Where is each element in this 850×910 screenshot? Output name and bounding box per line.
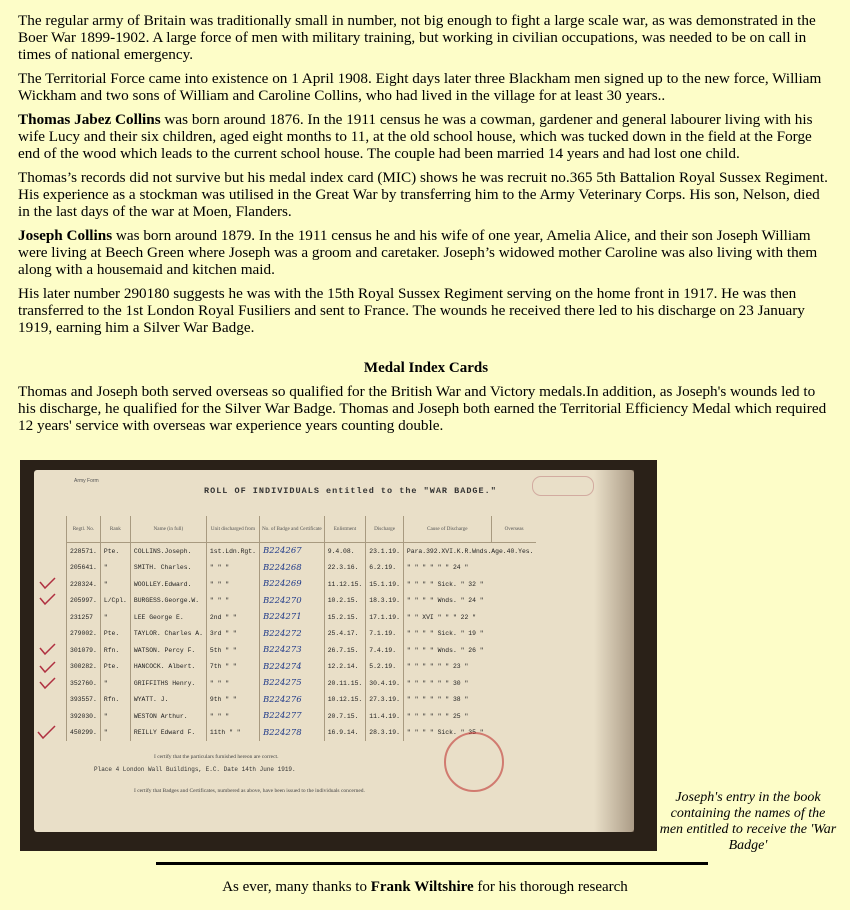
roll-cell: WYATT. J. xyxy=(130,692,206,709)
roll-cell: B224268 xyxy=(259,560,324,577)
roll-cell: 30.4.19. xyxy=(366,675,404,692)
roll-cell: 11.4.19. xyxy=(366,708,404,725)
roll-cell: 28.3.19. xyxy=(366,725,404,742)
roll-cell: COLLINS.Joseph. xyxy=(130,543,206,560)
page-binding-shadow xyxy=(594,470,634,832)
article-body xyxy=(18,12,834,441)
roll-cell: Para.392.XVI.K.R.Wnds.Age.40.Yes. xyxy=(403,543,536,560)
roll-cell: 22.3.16. xyxy=(324,560,366,577)
roll-cell: " " " xyxy=(206,708,259,725)
thanks-before: As ever, many thanks to xyxy=(222,879,371,895)
section-heading: Medal Index Cards xyxy=(363,360,489,376)
researcher-name: Frank Wiltshire xyxy=(370,879,474,895)
roll-cell: Pte. xyxy=(100,659,130,676)
roll-body xyxy=(67,543,537,742)
roll-cell: Rfn. xyxy=(100,642,130,659)
roll-cell: 9th " " xyxy=(206,692,259,709)
roll-title: ROLL OF INDIVIDUALS entitled to the "WAR BADGE." xyxy=(204,486,497,496)
paragraph-thomas-records: Thomas’s records did not survive but his medal index card (MIC) shows he was recruit no.365 5th Battalion Royal Sussex Regiment. His experience as a stockman was utilised in the Great War by transferring him to the Army Veterinary Corps. His son, Nelson, died in the last days of the war at Moen, Flanders. xyxy=(18,169,828,220)
roll-cell: HANCOCK. Albert. xyxy=(130,659,206,676)
roll-cell: 18.3.19. xyxy=(366,593,404,610)
roll-cell: 27.3.19. xyxy=(366,692,404,709)
roll-row xyxy=(67,642,537,659)
thanks-after: for his thorough research xyxy=(473,879,628,895)
roll-row xyxy=(67,609,537,626)
roll-cell: " " " " " " 30 " xyxy=(403,675,536,692)
certify-issued-text: I certify that Badges and Certificates, numbered as above, have been issued to the individuals concerned. xyxy=(134,788,365,794)
roll-row xyxy=(67,626,537,643)
roll-row xyxy=(67,708,537,725)
horizontal-rule xyxy=(156,862,708,865)
roll-table xyxy=(66,516,536,741)
roll-header-cell: Unit discharged from xyxy=(206,516,259,543)
roll-cell: 228571. xyxy=(67,543,101,560)
roll-cell: 9.4.08. xyxy=(324,543,366,560)
roll-cell: " " " " Sick. " 35 " xyxy=(403,725,536,742)
roll-cell: B224277 xyxy=(259,708,324,725)
roll-cell: 25.4.17. xyxy=(324,626,366,643)
roll-cell: " xyxy=(100,576,130,593)
roll-row xyxy=(67,560,537,577)
roll-cell: 7.1.19. xyxy=(366,626,404,643)
roll-cell: 205997. xyxy=(67,593,101,610)
roll-cell: 2nd " " xyxy=(206,609,259,626)
certify-text: I certify that the particulars furnished hereon are correct. xyxy=(154,754,279,760)
roll-header-row xyxy=(67,516,537,543)
roll-cell: " xyxy=(100,708,130,725)
roll-cell: 11th " " xyxy=(206,725,259,742)
roll-cell: 5th " " xyxy=(206,642,259,659)
tick-marks xyxy=(34,470,74,770)
roll-cell: 1st.Ldn.Rgt. xyxy=(206,543,259,560)
roll-header-cell: Cause of Discharge xyxy=(403,516,491,543)
roll-header-cell: Overseas xyxy=(491,516,536,543)
joseph-bio: was born around 1879. In the 1911 census he and his wife of one year, Amelia Alice, and their son Joseph William were living at Beech Green where Joseph was a groom and caretaker. Joseph’s widowed mother Caroline was also living with them along with a housemaid and kitchen maid. xyxy=(18,227,818,278)
roll-cell: 450299. xyxy=(67,725,101,742)
roll-cell: 7.4.19. xyxy=(366,642,404,659)
roll-row xyxy=(67,543,537,560)
roll-cell: B224275 xyxy=(259,675,324,692)
roll-cell: 231257 xyxy=(67,609,101,626)
roll-cell: GRIFFITHS Henry. xyxy=(130,675,206,692)
roll-cell: B224273 xyxy=(259,642,324,659)
roll-cell: " " " xyxy=(206,675,259,692)
roll-cell: " xyxy=(100,560,130,577)
paragraph-joseph xyxy=(18,227,834,278)
roll-cell: B224269 xyxy=(259,576,324,593)
roll-cell: 23.1.19. xyxy=(366,543,404,560)
roll-cell: " xyxy=(100,675,130,692)
war-badge-roll-image xyxy=(20,460,657,851)
roll-cell: WOOLLEY.Edward. xyxy=(130,576,206,593)
roll-cell: " " " xyxy=(206,593,259,610)
roll-row xyxy=(67,659,537,676)
roll-cell: 205641. xyxy=(67,560,101,577)
roll-cell: B224278 xyxy=(259,725,324,742)
roll-corner-note: Army Form xyxy=(74,478,99,484)
roll-cell: 12.2.14. xyxy=(324,659,366,676)
place-date-line: Place 4 London Wall Buildings, E.C. Date 14th June 1919. xyxy=(94,766,296,773)
roll-cell: 352760. xyxy=(67,675,101,692)
roll-cell: TAYLOR. Charles A. xyxy=(130,626,206,643)
roll-cell: Rfn. xyxy=(100,692,130,709)
roll-cell: " " " " " " 24 " xyxy=(403,560,536,577)
roll-cell: " " XVI " " " 22 " xyxy=(403,609,536,626)
roll-header-cell: No. of Badge and Certificate xyxy=(259,516,324,543)
roll-cell: B224271 xyxy=(259,609,324,626)
roll-cell: 279002. xyxy=(67,626,101,643)
roll-cell: 26.7.15. xyxy=(324,642,366,659)
roll-cell: B224270 xyxy=(259,593,324,610)
medal-branch-stamp xyxy=(444,732,504,792)
roll-cell: " xyxy=(100,609,130,626)
thanks-line xyxy=(0,879,850,896)
paragraph-boer-war: The regular army of Britain was traditionally small in number, not big enough to fight a large scale war, as was demonstrated in the Boer War 1899-1902. A large force of men with military training, but working in civilian occupations, was needed to be on call in times of national emergency. xyxy=(18,12,816,63)
roll-row xyxy=(67,675,537,692)
roll-cell: " " " " " " 23 " xyxy=(403,659,536,676)
roll-cell: " " " " Wnds. " 24 " xyxy=(403,593,536,610)
top-stamp xyxy=(532,476,594,496)
image-caption: Joseph's entry in the book containing the names of the men entitled to receive the 'War Badge' xyxy=(659,790,837,853)
roll-cell: WATSON. Percy F. xyxy=(130,642,206,659)
roll-cell: " " " " Sick. " 32 " xyxy=(403,576,536,593)
roll-cell: L/Cpl. xyxy=(100,593,130,610)
roll-cell: " " " " " " 25 " xyxy=(403,708,536,725)
name-joseph: Joseph Collins xyxy=(18,227,113,244)
roll-cell: 5.2.19. xyxy=(366,659,404,676)
roll-header-cell: Discharge xyxy=(366,516,404,543)
roll-cell: SMITH. Charles. xyxy=(130,560,206,577)
roll-cell: 6.2.19. xyxy=(366,560,404,577)
roll-cell: 20.7.15. xyxy=(324,708,366,725)
roll-cell: 7th " " xyxy=(206,659,259,676)
roll-row xyxy=(67,593,537,610)
roll-cell: 392030. xyxy=(67,708,101,725)
roll-cell: WESTON Arthur. xyxy=(130,708,206,725)
roll-header-cell: Rank xyxy=(100,516,130,543)
paragraph-joseph-service: His later number 290180 suggests he was with the 15th Royal Sussex Regiment serving on the home front in 1917. He was then transferred to the 1st London Royal Fusiliers and sent to France. The wounds he received there led to his discharge on 23 January 1919, earning him a Silver War Badge. xyxy=(18,285,805,336)
roll-cell: " xyxy=(100,725,130,742)
roll-cell: 228324. xyxy=(67,576,101,593)
roll-cell: LEE George E. xyxy=(130,609,206,626)
roll-cell: B224276 xyxy=(259,692,324,709)
name-thomas: Thomas Jabez Collins xyxy=(18,111,161,128)
roll-cell: 15.1.19. xyxy=(366,576,404,593)
roll-cell: B224272 xyxy=(259,626,324,643)
paragraph-medals: Thomas and Joseph both served overseas so qualified for the British War and Victory medals.In addition, as Joseph's wounds led to his discharge, he qualified for the Silver War Badge. Thomas and Joseph both earned the Territorial Efficiency Medal which required 12 years' service with overseas war experience years counting double. xyxy=(18,383,827,434)
roll-cell: BURGESS.George.W. xyxy=(130,593,206,610)
roll-cell: Pte. xyxy=(100,626,130,643)
roll-cell: Pte. xyxy=(100,543,130,560)
roll-cell: " " " xyxy=(206,576,259,593)
roll-row xyxy=(67,692,537,709)
roll-page xyxy=(34,470,634,832)
roll-cell: 20.11.15. xyxy=(324,675,366,692)
roll-cell: 10.12.15. xyxy=(324,692,366,709)
roll-cell: 15.2.15. xyxy=(324,609,366,626)
paragraph-territorial-force: The Territorial Force came into existence on 1 April 1908. Eight days later three Blackham men signed up to the new force, William Wickham and two sons of William and Caroline Collins, who had lived in the village for at least 30 years.. xyxy=(18,70,822,104)
roll-row xyxy=(67,576,537,593)
thomas-bio: was born around 1876. In the 1911 census he was a cowman, gardener and general labourer living with his wife Lucy and their six children, aged eight months to 11, at the old school house, which was tucked down in the field at the Forge end of the wood which leads to the current school house. The couple had been married 14 years and had lost one child. xyxy=(18,111,813,162)
roll-cell: 17.1.19. xyxy=(366,609,404,626)
roll-header-cell: Name (in full) xyxy=(130,516,206,543)
roll-cell: B224267 xyxy=(259,543,324,560)
roll-cell: " " " " Wnds. " 26 " xyxy=(403,642,536,659)
roll-cell: REILLY Edward F. xyxy=(130,725,206,742)
roll-cell: 393557. xyxy=(67,692,101,709)
roll-cell: 10.2.15. xyxy=(324,593,366,610)
roll-cell: B224274 xyxy=(259,659,324,676)
paragraph-thomas xyxy=(18,111,834,162)
roll-cell: 3rd " " xyxy=(206,626,259,643)
roll-cell: 301079. xyxy=(67,642,101,659)
roll-cell: " " " " " " 38 " xyxy=(403,692,536,709)
roll-cell: 300282. xyxy=(67,659,101,676)
roll-cell: " " " " Sick. " 19 " xyxy=(403,626,536,643)
roll-cell: " " " xyxy=(206,560,259,577)
roll-cell: 11.12.15. xyxy=(324,576,366,593)
roll-header-cell: Regtl. No. xyxy=(67,516,101,543)
roll-header-cell: Enlistment xyxy=(324,516,366,543)
roll-cell: 16.9.14. xyxy=(324,725,366,742)
